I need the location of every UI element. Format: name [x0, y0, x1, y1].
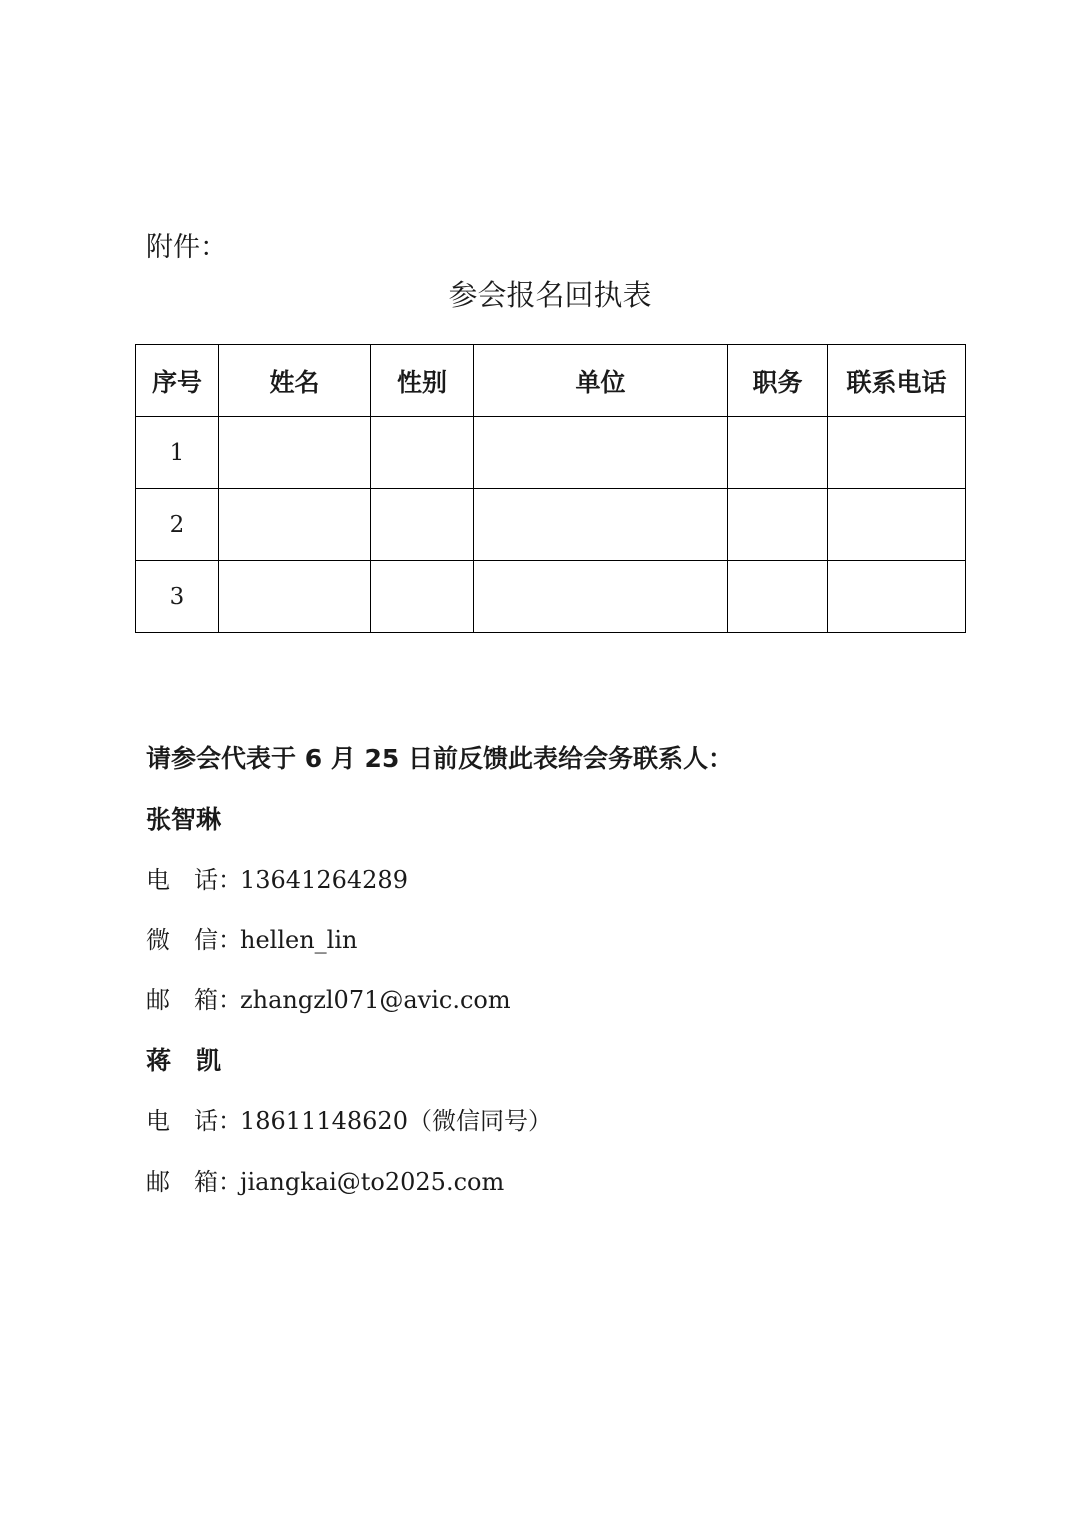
cell-name [219, 489, 371, 561]
phone-value: 18611148620（微信同号） [240, 1107, 552, 1135]
header-name: 姓名 [219, 345, 371, 417]
cell-name [219, 417, 371, 489]
header-serial-number: 序号 [136, 345, 219, 417]
contact-email [146, 1165, 504, 1199]
submission-instructions: 请参会代表于 6 月 25 日前反馈此表给会务联系人： [146, 744, 734, 773]
table-row [136, 489, 966, 561]
email-label: 邮 箱： [146, 1168, 242, 1196]
cell-phone [828, 561, 966, 633]
contact-wechat [146, 923, 357, 957]
cell-serial-number: 3 [136, 561, 219, 633]
wechat-value: hellen_lin [240, 926, 358, 954]
attachment-label: 附件： [146, 232, 227, 263]
phone-label: 电 话： [146, 866, 242, 894]
contact-name: 张智琳 [146, 805, 222, 834]
cell-position [728, 417, 828, 489]
phone-label: 电 话： [146, 1107, 242, 1135]
wechat-label: 微 信： [146, 926, 242, 954]
cell-position [728, 489, 828, 561]
header-position: 职务 [728, 345, 828, 417]
form-title: 参会报名回执表 [448, 278, 652, 312]
header-gender: 性别 [371, 345, 474, 417]
cell-serial-number: 2 [136, 489, 219, 561]
cell-name [219, 561, 371, 633]
cell-phone [828, 417, 966, 489]
cell-gender [371, 417, 474, 489]
contact-email [146, 983, 511, 1017]
contact-name: 蒋 凯 [146, 1046, 222, 1075]
table-row [136, 417, 966, 489]
cell-serial-number: 1 [136, 417, 219, 489]
header-organization: 单位 [474, 345, 728, 417]
cell-gender [371, 561, 474, 633]
email-value: zhangzl071@avic.com [240, 986, 511, 1014]
registration-table [135, 344, 966, 633]
email-value: jiangkai@to2025.com [240, 1168, 505, 1196]
table-row [136, 561, 966, 633]
cell-phone [828, 489, 966, 561]
cell-organization [474, 417, 728, 489]
cell-gender [371, 489, 474, 561]
phone-value: 13641264289 [240, 866, 408, 894]
contact-phone [146, 863, 408, 897]
cell-position [728, 561, 828, 633]
table-header-row [136, 345, 966, 417]
email-label: 邮 箱： [146, 986, 242, 1014]
contact-phone [146, 1104, 552, 1138]
cell-organization [474, 489, 728, 561]
cell-organization [474, 561, 728, 633]
header-phone: 联系电话 [828, 345, 966, 417]
